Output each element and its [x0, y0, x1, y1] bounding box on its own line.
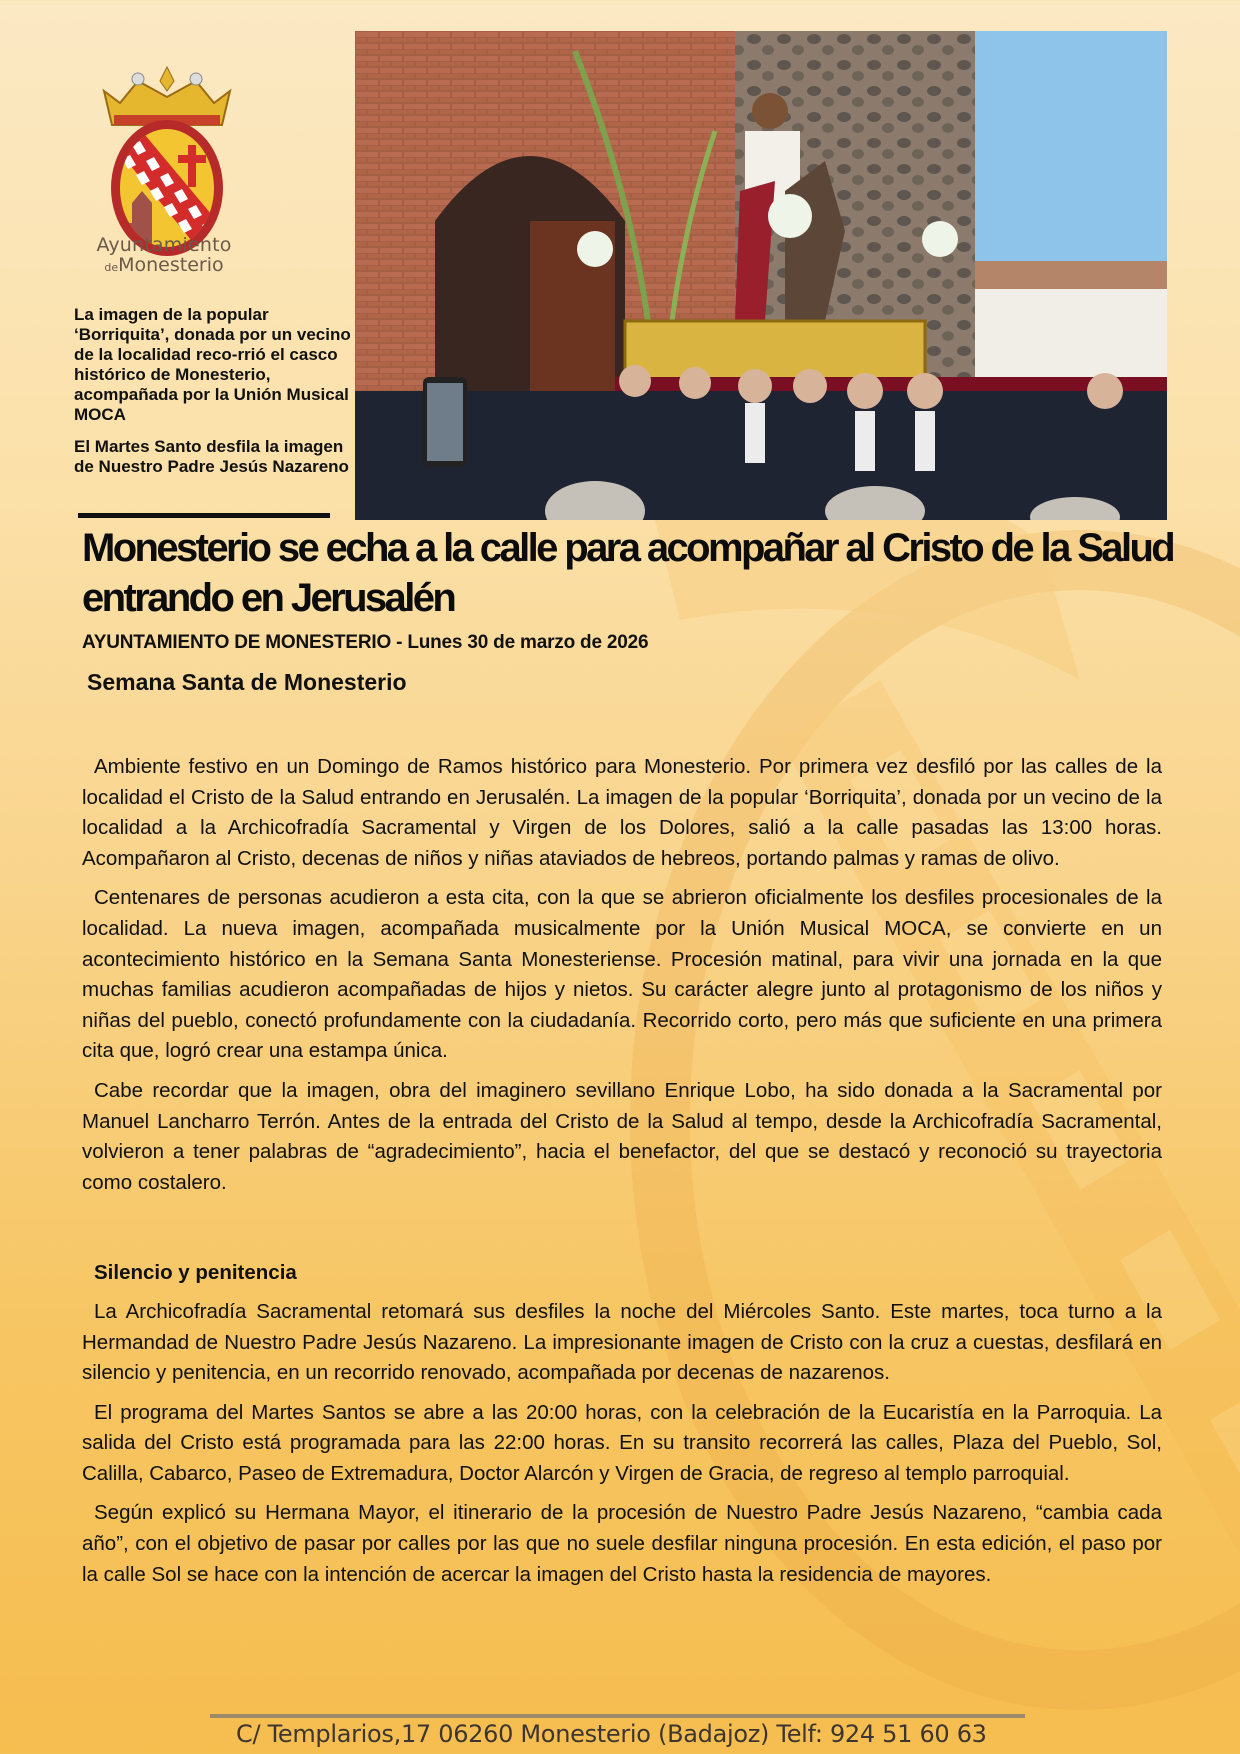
logo-line-ayuntamiento: Ayuntamiento [96, 234, 232, 256]
article-body [82, 752, 1162, 1599]
highlight-2: El Martes Santo desfila la imagen de Nuestro Padre Jesús Nazareno [74, 437, 349, 476]
logo-prefix: de [104, 260, 119, 274]
procession-photo-illustration [355, 31, 1167, 520]
municipality-name [84, 236, 244, 276]
footer-address: C/ Templarios,17 06260 Monesterio (Badajoz) Telf: 924 51 60 63 [236, 1720, 987, 1748]
paragraph-1: Ambiente festivo en un Domingo de Ramos histórico para Monesterio. Por primera vez desfiló por las calles de la localidad el Cristo de la Salud entrando en Jerusalén. La imagen de la popular ‘Borriquita’, donada por un vecino de la localidad a la Archicofradía Sacramental y Virgen de los Dolores, salió a la calle pasadas las 13:00 horas. Acompañaron al Cristo, decenas de niños y niñas ataviados de hebreos, portando palmas y ramas de olivo. [82, 755, 1162, 870]
subheading-silencio: Silencio y penitencia [94, 1261, 297, 1285]
procession-photo [355, 31, 1167, 520]
logo-line-monesterio: Monesterio [118, 253, 224, 276]
paragraph-4: La Archicofradía Sacramental retomará sus desfiles la noche del Miércoles Santo. Este martes, toca turno a la Hermandad de Nuestro Padre Jesús Nazareno. La impresionante imagen de Cristo con la cruz a cuestas, desfilará en silencio y penitencia, en un recorrido renovado, acompañada por decenas de nazarenos. [82, 1299, 1162, 1385]
article-kicker: Semana Santa de Monesterio [87, 669, 407, 695]
crown-icon [104, 67, 230, 125]
paragraph-5: El programa del Martes Santos se abre a las 20:00 horas, con la celebración de la Eucaristía en la Parroquia. La salida del Cristo está programada para las 22:00 horas. En su transito recorrerá las calles, Plaza del Pueblo, Sol, Calilla, Cabarco, Paseo de Extremadura, Doctor Alarcón y Virgen de Gracia, de regreso al templo parroquial. [82, 1400, 1162, 1485]
sidebar-highlights [74, 305, 352, 489]
article-byline: AYUNTAMIENTO DE MONESTERIO - Lunes 30 de marzo de 2026 [82, 632, 649, 653]
footer-divider [210, 1714, 1025, 1718]
paragraph-2: Centenares de personas acudieron a esta cita, con la que se abrieron oficialmente los desfiles procesionales de la localidad. La nueva imagen, acompañada musicalmente por la Unión Musical MOCA, se convierte en un acontecimiento histórico en la Semana Santa Monesteriense. Procesión matinal, para vivir una jornada en la que muchas familias acudieron acompañadas de hijos y nietos. Su carácter alegre junto al protagonismo de los niños y niñas del pueblo, conectó profundamente con la ciudadanía. Recorrido corto, pero más que suficiente en una primera cita que, logró crear una estampa única. [82, 886, 1162, 1063]
sidebar-divider [78, 513, 330, 518]
highlight-1: La imagen de la popular ‘Borriquita’, donada por un vecino de la localidad reco-rrió el casco histórico de Monesterio, acompañada por la Unión Musical MOCA [74, 305, 351, 424]
paragraph-3: Cabe recordar que la imagen, obra del imaginero sevillano Enrique Lobo, ha sido donada a la Sacramental por Manuel Lancharro Terrón. Antes de la entrada del Cristo de la Salud al tempo, desde la Archicofradía Sacramental, volvieron a tener palabras de “agradecimiento”, hacia el benefactor, del que se destacó y reconoció su trayectoria como costalero. [82, 1078, 1162, 1194]
paragraph-6: Según explicó su Hermana Mayor, el itinerario de la procesión de Nuestro Padre Jesús Nazareno, “cambia cada año”, con el objetivo de pasar por calles por las que no suele desfilar ninguna procesión. En esta edición, el paso por la calle Sol se hace con la intención de acercar la imagen del Cristo hasta la residencia de mayores. [82, 1501, 1162, 1586]
article-title: Monesterio se echa a la calle para acompañar al Cristo de la Salud entrando en Jerusalén [82, 526, 1174, 620]
